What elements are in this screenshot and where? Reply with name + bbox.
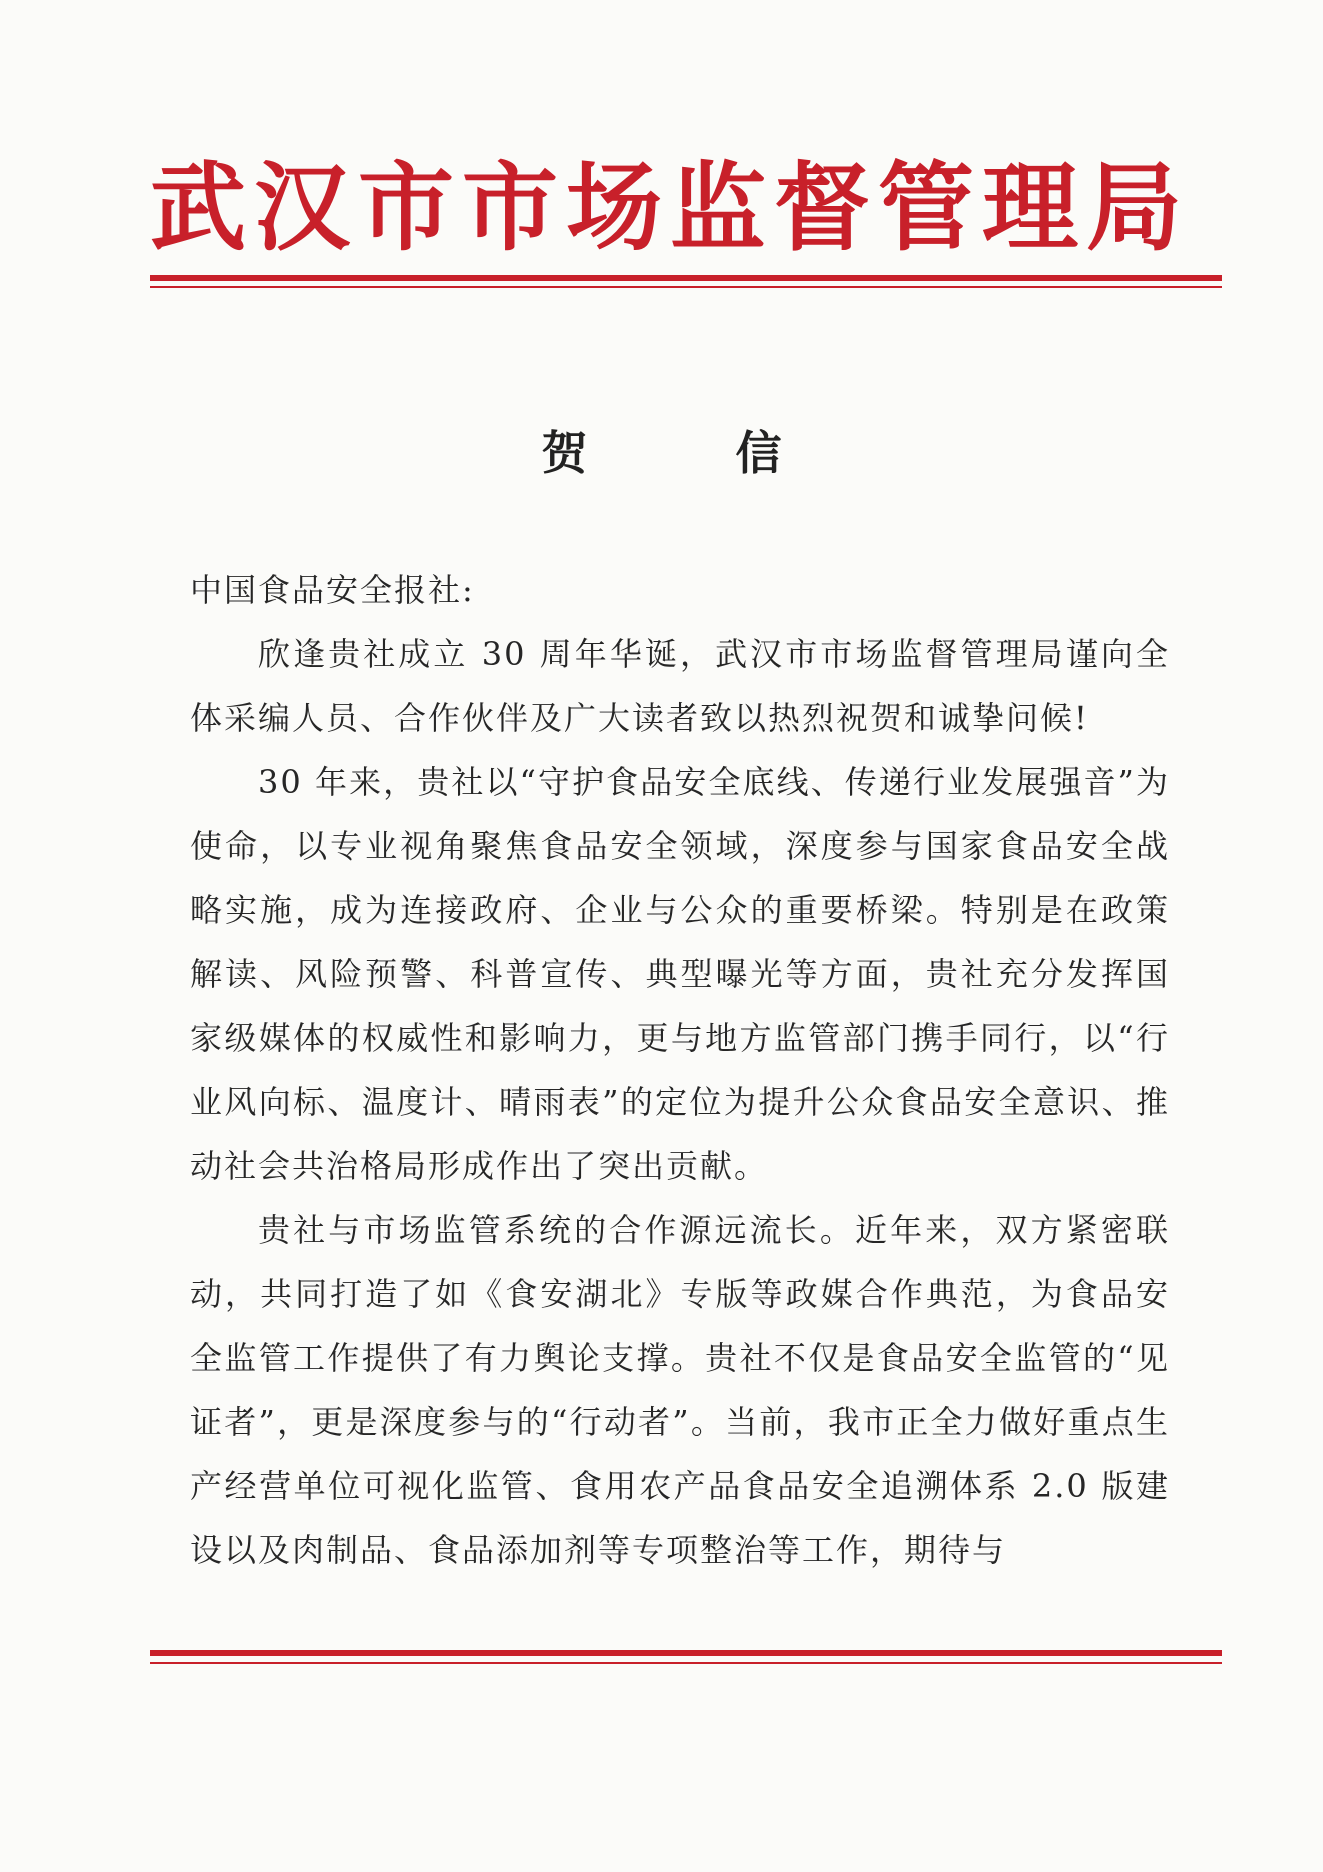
footer-rule-thin [150,1662,1222,1664]
paragraph-3: 贵社与市场监管系统的合作源远流长。近年来，双方紧密联动，共同打造了如《食安湖北》专版等政媒合作典范，为食品安全监管工作提供了有力舆论支撑。贵社不仅是食品安全监管的“见证者”，更是深度参与的“行动者”。当前，我市正全力做好重点生产经营单位可视化监管、食用农产品食品安全追溯体系 2.0 版建设以及肉制品、食品添加剂等专项整治等工作，期待与 [190,1211,1170,1569]
footer-rule-thick [150,1650,1222,1656]
letterhead-title: 武汉市市场监督管理局 [150,151,1190,264]
letterhead-rule-thick [150,275,1222,281]
document-title: 贺 信 [541,426,848,480]
paragraph-1: 欣逢贵社成立 30 周年华诞，武汉市市场监督管理局谨向全体采编人员、合作伙伴及广大读者致以热烈祝贺和诚挚问候! [190,635,1170,737]
letter-body [190,558,1170,1582]
salutation: 中国食品安全报社: [190,571,475,609]
paragraph-2: 30 年来，贵社以“守护食品安全底线、传递行业发展强音”为使命，以专业视角聚焦食品安全领域，深度参与国家食品安全战略实施，成为连接政府、企业与公众的重要桥梁。特别是在政策解读、风险预警、科普宣传、典型曝光等方面，贵社充分发挥国家级媒体的权威性和影响力，更与地方监管部门携手同行，以“行业风向标、温度计、晴雨表”的定位为提升公众食品安全意识、推动社会共治格局形成作出了突出贡献。 [190,763,1170,1185]
letterhead-rule-thin [150,286,1222,288]
